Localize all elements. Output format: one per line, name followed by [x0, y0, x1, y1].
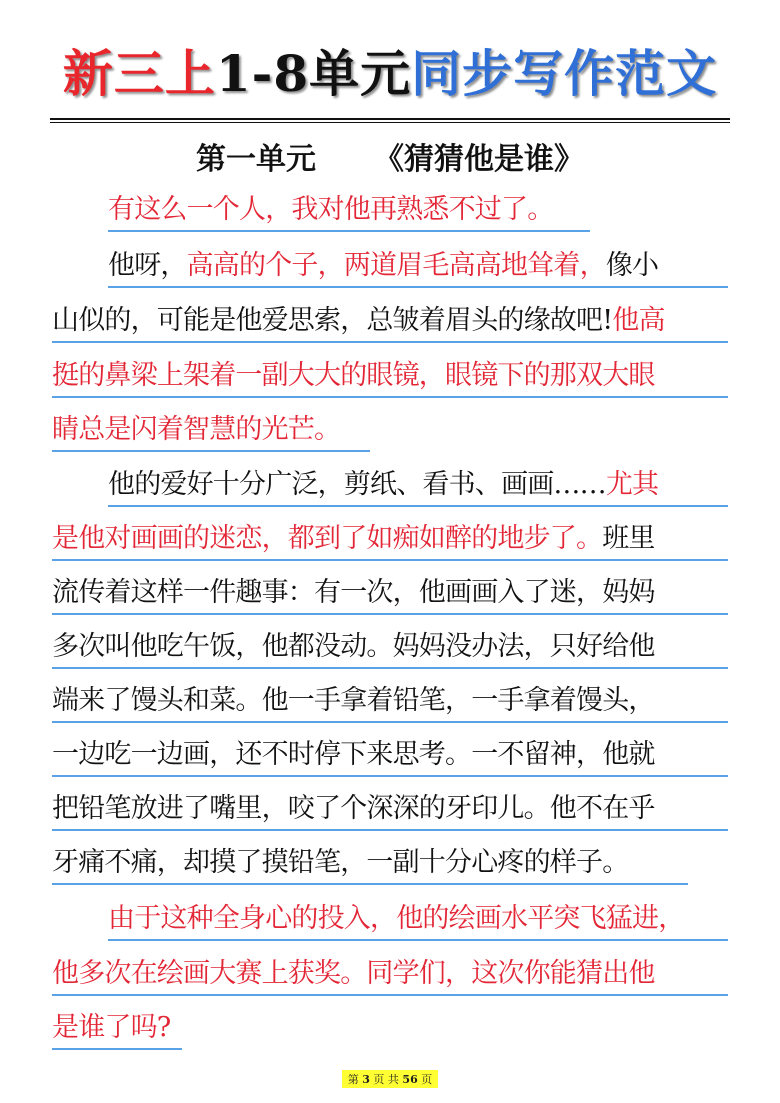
text-segment-highlight: 他高 — [612, 305, 665, 336]
text-segment: 他呀， — [108, 250, 187, 281]
text-segment: 是谁了吗? — [52, 1012, 171, 1043]
footer-text: 页 — [421, 1073, 433, 1086]
underline-11 — [52, 775, 728, 777]
text-segment: 流传着这样一件趣事：有一次，他画画入了迷，妈妈 — [52, 577, 655, 608]
text-segment: 像小 — [605, 250, 659, 281]
current-page: 3 — [362, 1073, 370, 1086]
underline-13 — [52, 883, 688, 885]
text-segment: 他的爱好十分广泛，剪纸、看书、画画…… — [108, 469, 606, 500]
page-title — [0, 40, 780, 108]
underline-10 — [52, 721, 728, 723]
page-footer — [0, 1068, 780, 1088]
underline-3 — [52, 341, 728, 343]
title-underline — [50, 118, 730, 120]
unit-heading — [0, 137, 780, 183]
underline-12 — [52, 829, 728, 831]
underline-1 — [108, 230, 590, 232]
essay-line-1 — [108, 184, 553, 236]
footer-text: 第 — [347, 1073, 359, 1086]
text-segment: 端来了馒头和菜。他一手拿着铅笔，一手拿着馒头， — [52, 685, 655, 716]
essay-title: 《猜猜他是谁》 — [374, 142, 584, 177]
text-segment: 挺的鼻梁上架着一副大大的眼镜，眼镜下的那双大眼 — [52, 360, 655, 391]
essay-line-5 — [52, 404, 340, 456]
total-pages: 56 — [402, 1073, 418, 1086]
essay-line-2 — [108, 240, 658, 292]
text-segment: 多次叫他吃午饭，他都没动。妈妈没办法，只好给他 — [52, 631, 655, 662]
essay-line-13 — [52, 837, 628, 889]
underline-15 — [52, 994, 728, 996]
essay-line-12 — [52, 783, 655, 835]
essay-line-8 — [52, 567, 655, 619]
essay-line-15 — [52, 948, 655, 1000]
essay-line-14 — [108, 893, 684, 945]
essay-line-6 — [108, 459, 658, 511]
underline-4 — [52, 396, 728, 398]
footer-text: 页 共 — [373, 1073, 399, 1086]
title-part-black: 1-8单元 — [215, 44, 412, 103]
underline-6 — [108, 505, 728, 507]
text-segment: 由于这种全身心的投入，他的绘画水平突飞猛进， — [108, 903, 685, 934]
title-underline-thin — [50, 122, 730, 123]
text-segment: 他多次在绘画大赛上获奖。同学们，这次你能猜出他 — [52, 958, 655, 989]
essay-line-10 — [52, 675, 655, 727]
page-number-badge — [342, 1070, 438, 1088]
essay-line-11 — [52, 729, 655, 781]
underline-5 — [52, 450, 370, 452]
text-segment: 把铅笔放进了嘴里，咬了个深深的牙印儿。他不在乎 — [52, 793, 655, 824]
underline-16 — [52, 1048, 182, 1050]
text-segment-highlight: 是他对画画的迷恋，都到了如痴如醉的地步了。 — [52, 523, 603, 554]
text-segment-highlight: 高高的个子，两道眉毛高高地耸着， — [186, 250, 606, 281]
text-segment: 牙痛不痛，却摸了摸铅笔，一副十分心疼的样子。 — [52, 847, 629, 878]
essay-line-7 — [52, 513, 655, 565]
title-part-red: 新三上 — [62, 44, 216, 103]
text-segment: 山似的，可能是他爱思索，总皱着眉头的缘故吧! — [52, 305, 613, 336]
underline-7 — [52, 559, 728, 561]
essay-line-4 — [52, 350, 655, 402]
essay-line-3 — [52, 295, 665, 347]
unit-label: 第一单元 — [196, 142, 316, 177]
essay-line-9 — [52, 621, 655, 673]
essay-line-16 — [52, 1002, 170, 1054]
text-segment: 睛总是闪着智慧的光芒。 — [52, 414, 341, 445]
underline-9 — [52, 667, 728, 669]
underline-14 — [108, 939, 728, 941]
text-segment: 班里 — [602, 523, 655, 554]
text-segment-highlight: 尤其 — [605, 469, 659, 500]
text-segment: 一边吃一边画，还不时停下来思考。一不留神，他就 — [52, 739, 655, 770]
underline-8 — [52, 613, 728, 615]
text-segment: 有这么一个人，我对他再熟悉不过了。 — [108, 194, 554, 225]
underline-2 — [108, 286, 728, 288]
title-part-blue: 同步写作范文 — [411, 44, 718, 103]
